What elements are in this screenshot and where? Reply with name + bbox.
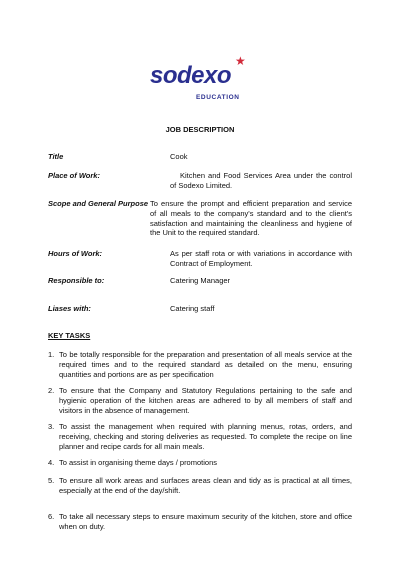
task-number: 3. xyxy=(48,422,55,431)
star-icon: ★ xyxy=(235,54,246,68)
task-item xyxy=(48,476,352,496)
task-item xyxy=(48,458,352,468)
task-text: To assist in organising theme days / promotions xyxy=(59,458,217,467)
field-label-scope: Scope and General Purpose xyxy=(48,199,149,208)
field-label-place-of-work: Place of Work: xyxy=(48,171,100,180)
task-number: 5. xyxy=(48,476,55,485)
field-value-hours: As per staff rota or with variations in accordance with Contract of Employment. xyxy=(170,249,352,268)
task-item xyxy=(48,386,352,415)
field-value-liases-with: Catering staff xyxy=(170,304,215,313)
field-label-title: Title xyxy=(48,152,64,161)
task-number: 4. xyxy=(48,458,55,467)
task-item xyxy=(48,350,352,379)
field-value-place-of-work: Kitchen and Food Services Area under the control of Sodexo Limited. xyxy=(170,171,352,190)
field-label-liases-with: Liases with: xyxy=(48,304,91,313)
field-value-responsible-to: Catering Manager xyxy=(170,276,231,285)
task-text: To assist the management when required with planning menus, rotas, orders, and receiving, checking and storing deliveries as requested. To complete the recipe on line planner and recipe cards for all main meals. xyxy=(59,422,352,451)
field-value-scope: To ensure the prompt and efficient preparation and service of all meals to the company's standard and to the client's satisfaction and maintaining the cleanliness and hygiene of the Unit to the required standard. xyxy=(150,199,352,238)
document-title: JOB DESCRIPTION xyxy=(165,125,235,134)
task-item xyxy=(48,422,352,451)
sodexo-logo xyxy=(150,56,250,102)
field-value-title: Cook xyxy=(170,152,188,161)
task-number: 2. xyxy=(48,386,55,395)
logo-subtitle: EDUCATION xyxy=(196,94,240,101)
logo-wordmark: sodexo xyxy=(150,62,232,89)
field-label-hours: Hours of Work: xyxy=(48,249,103,258)
key-tasks-heading: KEY TASKS xyxy=(48,331,91,340)
task-number: 1. xyxy=(48,350,55,359)
task-text: To take all necessary steps to ensure maximum security of the kitchen, store and office when on duty. xyxy=(59,512,352,531)
task-text: To ensure all work areas and surfaces areas clean and tidy as is practical at all times, especially at the end of the day/shift. xyxy=(59,476,352,495)
task-number: 6. xyxy=(48,512,55,521)
field-label-responsible-to: Responsible to: xyxy=(48,276,105,285)
task-text: To be totally responsible for the preparation and presentation of all meals service at the required times and to the required standard as detailed on the menu, ensuring quantities and portions are as per specification xyxy=(59,350,352,379)
task-text: To ensure that the Company and Statutory Regulations pertaining to the safe and hygienic operation of the kitchen areas are adhered to by all members of staff and visitors in the absence of management. xyxy=(59,386,352,415)
task-item xyxy=(48,512,352,532)
